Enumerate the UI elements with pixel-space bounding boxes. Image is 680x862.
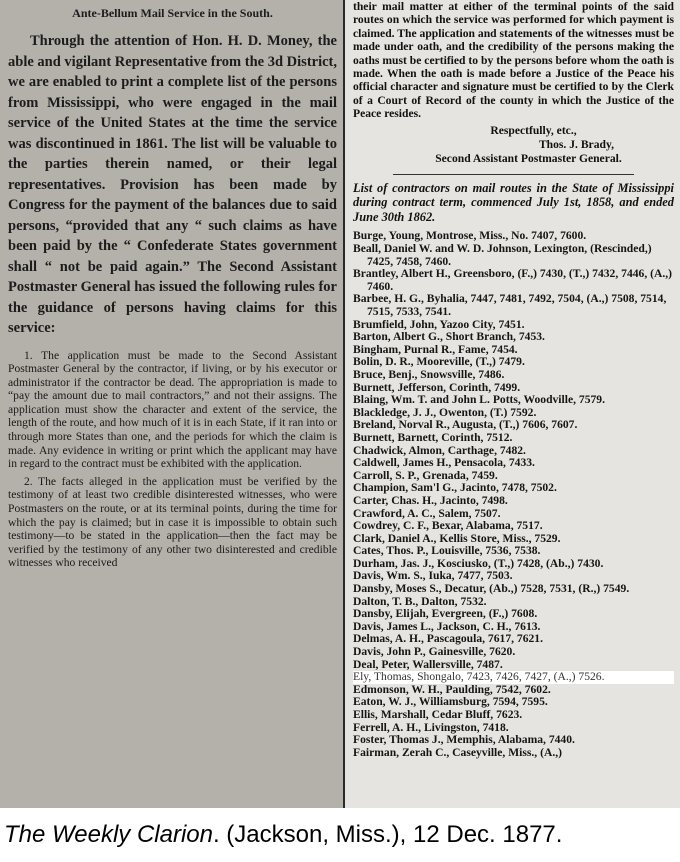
contractor-list: [353, 230, 674, 759]
caption-details: . (Jackson, Miss.), 12 Dec. 1877.: [212, 821, 563, 848]
signoff-closing: Respectfully, etc.,: [490, 123, 577, 137]
lead-paragraphs: [8, 31, 337, 339]
list-item: Ferrell, A. H., Livingston, 7418.: [353, 720, 509, 734]
list-item: Cates, Thos. P., Louisville, 7536, 7538.: [353, 544, 541, 558]
list-item: Brumfield, John, Yazoo City, 7451.: [353, 317, 525, 331]
list-item-highlighted: Ely, Thomas, Shongalo, 7423, 7426, 7427, (A.,) 7526.: [353, 671, 674, 684]
lead-paragraph: Through the attention of Hon. H. D. Money, the able and vigilant Representative from the 3d District, we are enabled to print a complete list of the persons from Mississippi, who were engaged in the mail service of the United States at the time the service was discontinued in 1861. The list will be valuable to the parties therein named, or their legal representatives. Provision has been made by Congress for the payment of the balances due to said persons, “provided that any “ such claims as have been paid by the “ Confederate States government shall “ not be paid again.” The Second Assistant Postmaster General has issued the following rules for the guidance of persons having claims for this service:: [8, 33, 337, 336]
signoff-name: Thos. J. Brady,: [538, 137, 614, 151]
list-item: Bolin, D. R., Mooreville, (T.,) 7479.: [353, 355, 525, 369]
list-item: Durham, Jas. J., Kosciusko, (T.,) 7428, (Ab.,) 7430.: [353, 556, 604, 570]
list-item: Dansby, Moses S., Decatur, (Ab.,) 7528, 7531, (R.,) 7549.: [353, 582, 630, 596]
signoff-block: [353, 124, 674, 166]
list-item: Carroll, S. P., Grenada, 7459.: [353, 468, 498, 482]
list-item: Champion, Sam'l G., Jacinto, 7478, 7502.: [353, 481, 557, 495]
list-item: Caldwell, James H., Pensacola, 7433.: [353, 456, 535, 470]
list-item: Barbee, H. G., Byhalia, 7447, 7481, 7492, 7504, (A.,) 7508, 7514, 7515, 7533, 7541.: [353, 292, 667, 318]
list-item: Blaing, Wm. T. and John L. Potts, Woodville, 7579.: [353, 393, 606, 407]
list-item: Beall, Daniel W. and W. D. Johnson, Lexington, (Rescinded,) 7425, 7458, 7460.: [353, 242, 652, 268]
section-rule: [393, 174, 634, 175]
signoff-office: Second Assistant Postmaster General.: [435, 151, 622, 165]
list-item: Eaton, W. J., Williamsburg, 7594, 7595.: [353, 695, 548, 709]
list-item: Cowdrey, C. F., Bexar, Alabama, 7517.: [353, 519, 543, 533]
list-item: Delmas, A. H., Pascagoula, 7617, 7621.: [353, 632, 544, 646]
list-item: Burge, Young, Montrose, Miss., No. 7407, 7600.: [353, 229, 587, 243]
list-item: Bruce, Benj., Snowsville, 7486.: [353, 367, 505, 381]
list-item: Deal, Peter, Wallersville, 7487.: [353, 657, 503, 671]
list-item: Breland, Norval R., Augusta, (T.,) 7606, 7607.: [353, 418, 578, 432]
list-item: Clark, Daniel A., Kellis Store, Miss., 7529.: [353, 531, 561, 545]
list-item: Burnett, Jefferson, Corinth, 7499.: [353, 380, 521, 394]
list-item: Davis, John P., Gainesville, 7620.: [353, 645, 516, 659]
list-item: Carter, Chas. H., Jacinto, 7498.: [353, 493, 508, 507]
rule-paragraph-1: 1. The application must be made to the Second Assistant Postmaster General by the contractor, if living, or by his executor or administrator if the contractor be dead. The appropriation is made to “pay the amount due to mail contractors,” and not their assigns. The application must show the character and extent of the service, the length of the route, and how much of it is in each State, if it ran into or through more States than one, and the periods for which the claim is made. Any evidence in writing or print which the applicant may have in regard to the contract must be exhibited with the application.: [8, 348, 337, 471]
article-heading: Ante-Bellum Mail Service in the South.: [72, 6, 273, 20]
list-item: Brantley, Albert H., Greensboro, (F.,) 7430, (T.,) 7432, 7446, (A.,) 7460.: [353, 267, 673, 293]
list-item: Barton, Albert G., Short Branch, 7453.: [353, 330, 545, 344]
continued-rules: [353, 0, 674, 121]
list-item: Davis, Wm. S., Iuka, 7477, 7503.: [353, 569, 513, 583]
list-item: Crawford, A. C., Salem, 7507.: [353, 506, 501, 520]
list-item: Foster, Thomas J., Memphis, Alabama, 7440.: [353, 733, 575, 747]
rule-paragraph-2: 2. The facts alleged in the application must be verified by the testimony of at least two credible disinterested witnesses, who were Postmasters on the route, or at its terminal points, during the time for which the pay is claimed; but in case it is impossible to obtain such testimony—to be stated in the application—then the fact may be verified by the testimony of any other two disinterested and credible witnesses who received: [8, 474, 337, 570]
list-item: Davis, James L., Jackson, C. H., 7613.: [353, 619, 541, 633]
list-item: Edmonson, W. H., Paulding, 7542, 7602.: [353, 682, 551, 696]
list-item: Burnett, Barnett, Corinth, 7512.: [353, 430, 513, 444]
list-item: Dalton, T. B., Dalton, 7532.: [353, 594, 487, 608]
caption-title: The Weekly Clarion: [4, 821, 213, 848]
list-item: Dansby, Elijah, Evergreen, (F.,) 7608.: [353, 607, 538, 621]
rules-list: [8, 349, 337, 571]
list-item: Blackledge, J. J., Owenton, (T.) 7592.: [353, 405, 537, 419]
list-item: Bingham, Purnal R., Fame, 7454.: [353, 342, 518, 356]
left-column: [0, 0, 343, 808]
image-caption: [0, 808, 680, 862]
list-item: Fairman, Zerah C., Caseyville, Miss., (A.,): [353, 745, 562, 759]
list-item: Chadwick, Almon, Carthage, 7482.: [353, 443, 526, 457]
continued-paragraph: their mail matter at either of the terminal points of the said routes on which the service was performed for which payment is claimed. The application and statements of the witnesses must be made under oath, and the credibility of the persons making the oaths must be certified to by the persons before whom the oath is made. When the oath is made before a Justice of the Peace his official character and signature must be certified to by the Clerk of a Court of Record of the county in which the Justice of the Peace resides.: [353, 0, 674, 121]
list-title: List of contractors on mail routes in the State of Mississippi during contract term, commenced July 1st, 1858, and ended June 30th 1862.: [353, 180, 674, 224]
right-column: [345, 0, 680, 808]
list-item: Ellis, Marshall, Cedar Bluff, 7623.: [353, 708, 523, 721]
